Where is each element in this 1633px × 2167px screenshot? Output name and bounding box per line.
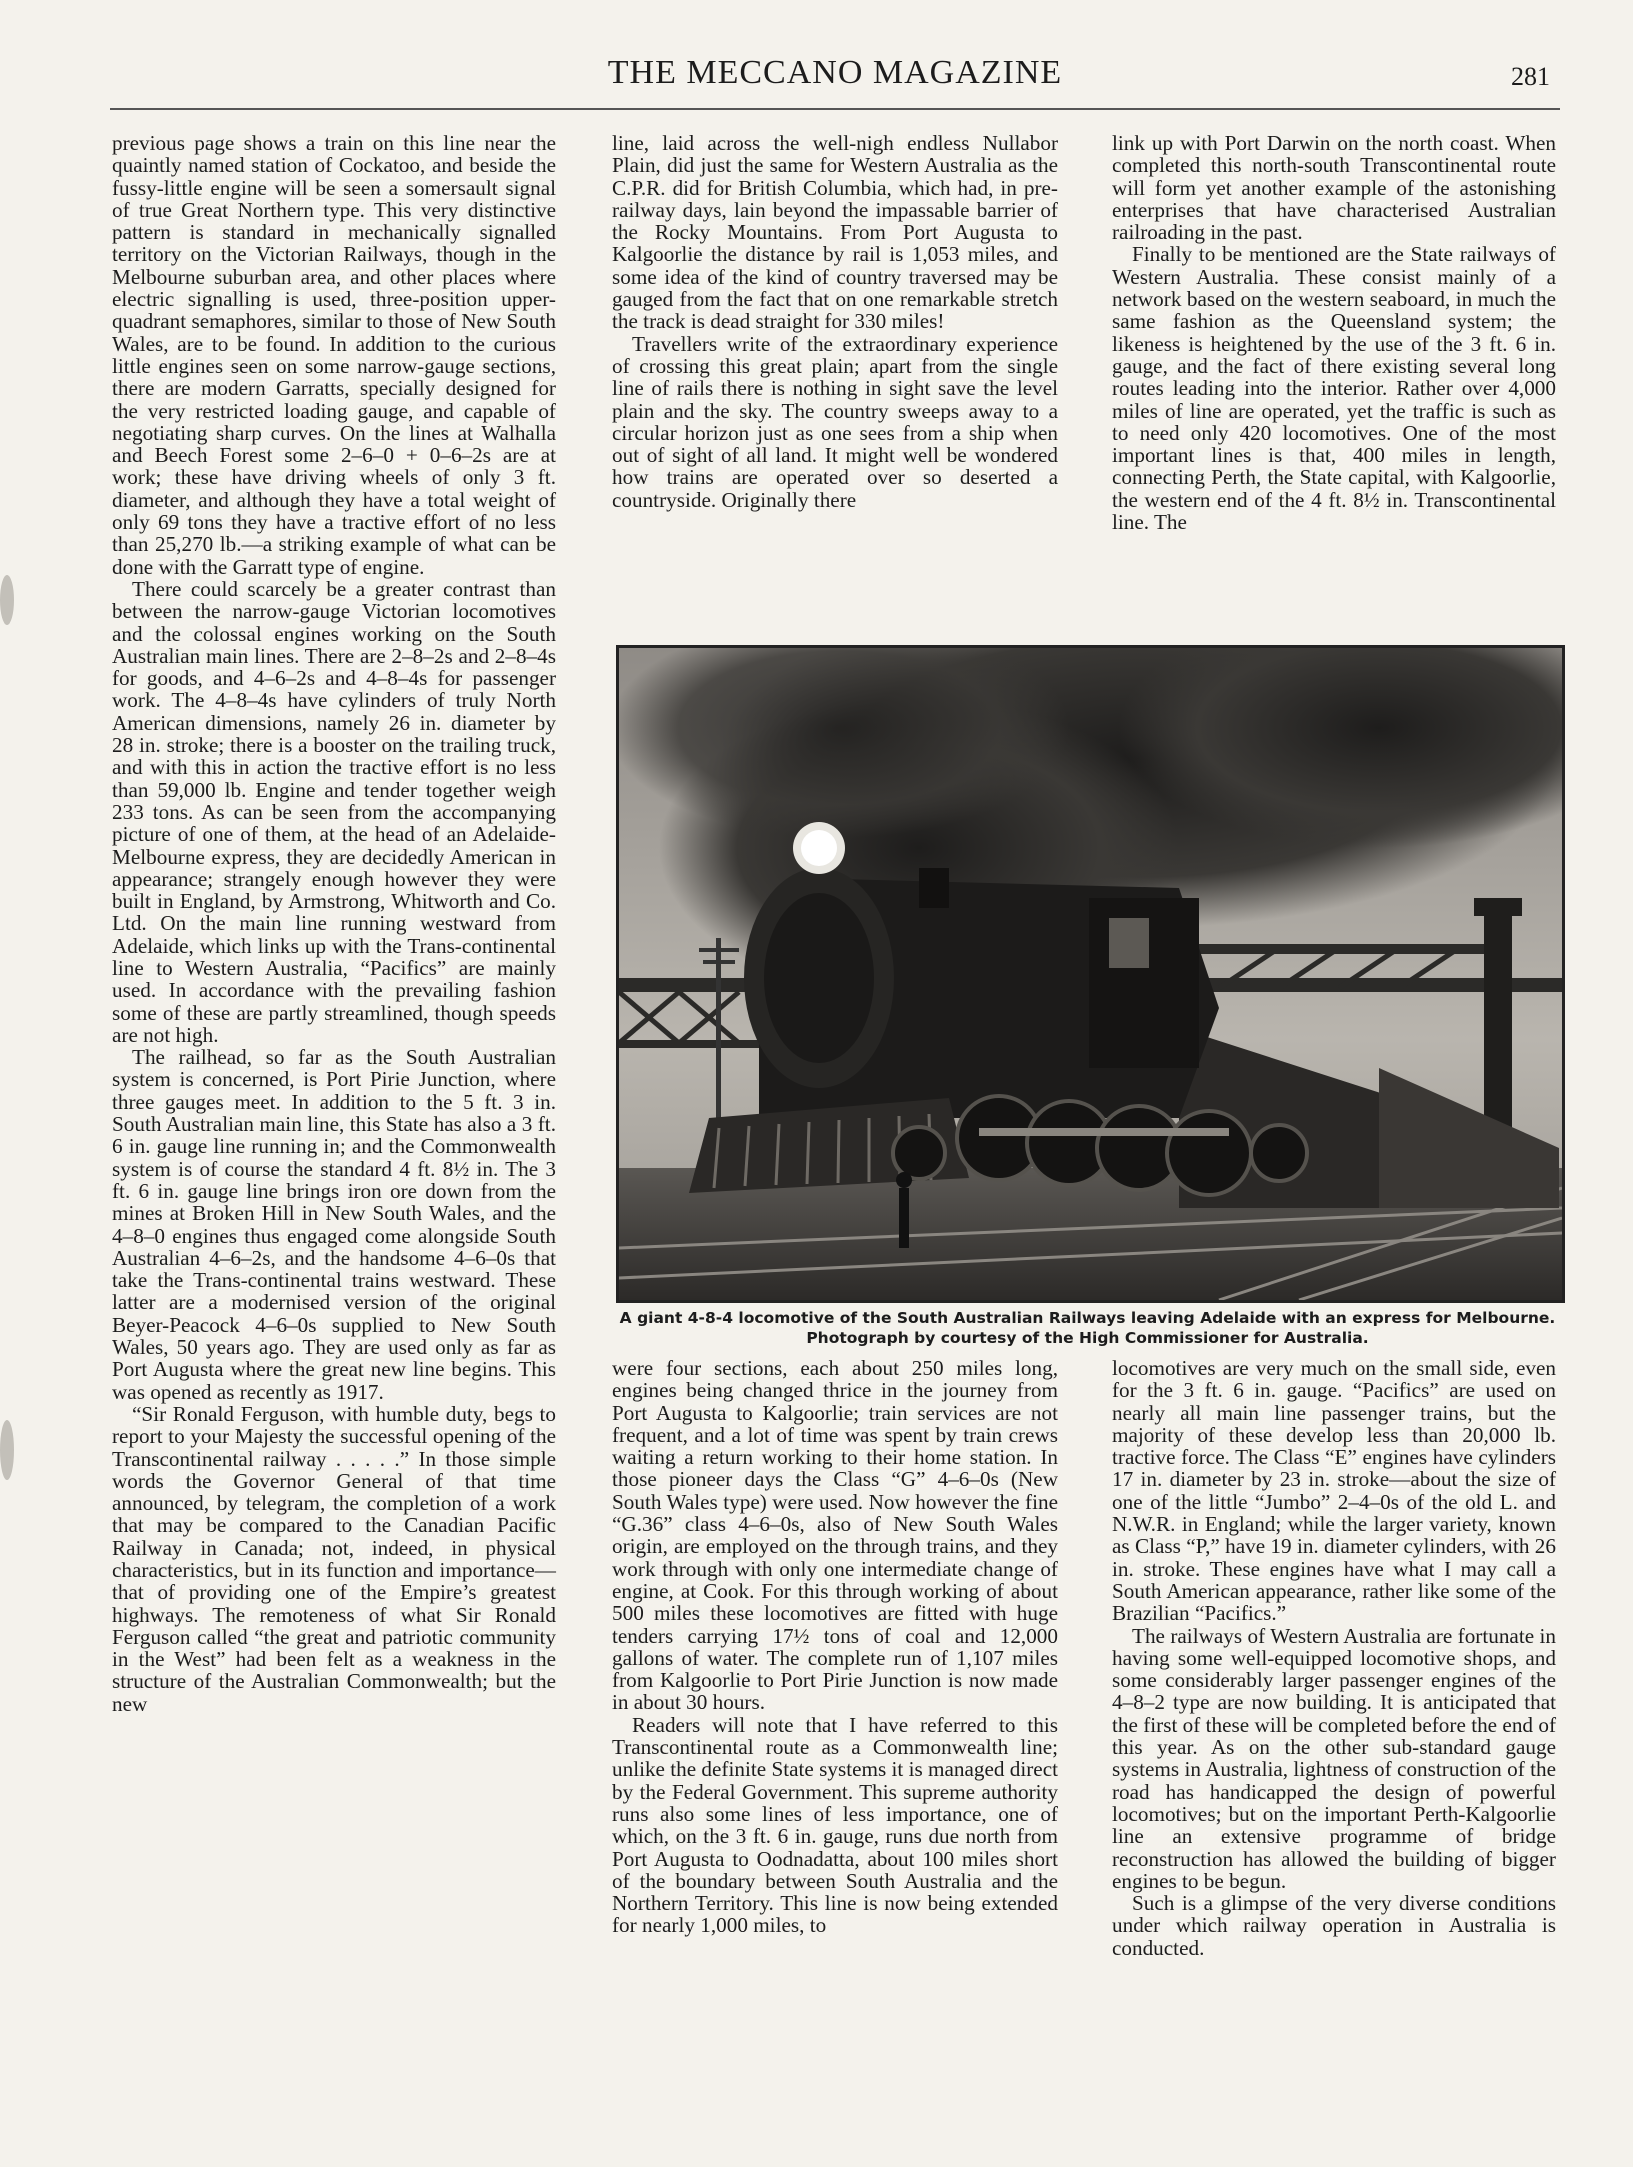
paragraph: The railhead, so far as the South Australian system is concerned, is Port Pirie Junction, where three gauges meet. In addition to the 5 ft. 3 in. South Australian main line, this State has also a 3 ft. 6 in. gauge line running in; and the Commonwealth system is of course the standard 4 ft. 8½ in. The 3 ft. 6 in. gauge line brings iron ore down from the mines at Broken Hill in New South Wales, and the 4–8–0 engines thus engaged come alongside South Australian 4–6–2s, and the handsome 4–6–0s that take the Trans-continental trains westward. These latter are a modernised version of the original Beyer-Peacock 4–6–0s supplied to New South Wales, 50 years ago. They are used only as far as Port Augusta where the great new line begins. This was opened as recently as 1917. [112, 1045, 556, 1404]
masthead [110, 52, 1560, 110]
paragraph: link up with Port Darwin on the north coast. When completed this north-south Transcontinental route will form yet another example of the astonishing enterprises that have characterised Australian railroading in the past. [1112, 131, 1556, 245]
paragraph: previous page shows a train on this line near the quaintly named station of Cockatoo, and beside the fussy-little engine will be seen a somersault signal of true Great Northern type. This very distinctive pattern is standard in mechanically signalled territory on the Victorian Railways, though in the Melbourne suburban area, and other places where electric signalling is used, three-position upper-quadrant semaphores, similar to those of New South Wales, are to be found. In addition to the curious little engines seen on some narrow-gauge sections, there are modern Garratts, specially designed for the very restricted loading gauge, and capable of negotiating sharp curves. On the lines at Walhalla and Beech Forest some 2–6–0 + 0–6–2s are at work; these have driving wheels of only 3 ft. diameter, and although they have a total weight of only 69 tons they have a tractive effort of no less than 25,270 lb.—a striking example of what can be done with the Garratt type of engine. [112, 131, 556, 579]
paragraph: Such is a glimpse of the very diverse conditions under which railway operation in Australia is conducted. [1112, 1891, 1556, 1960]
paragraph: line, laid across the well-nigh endless Nullabor Plain, did just the same for Western Australia as the C.P.R. did for British Columbia, which had, in pre-railway days, lain beyond the impassable barrier of the Rocky Mountains. From Port Augusta to Kalgoorlie the distance by rail is 1,053 miles, and some idea of the kind of country traversed may be gauged from the fact that on one remarkable stretch the track is dead straight for 330 miles! [612, 131, 1058, 334]
paragraph: The railways of Western Australia are fortunate in having some well-equipped locomotive shops, and some considerably larger passenger engines of the 4–8–2 type are now building. It is anticipated that the first of these will be completed before the end of this year. As on the other sub-standard gauge systems in Australia, lightness of construction of the road has handicapped the design of powerful locomotives; but on the important Perth-Kalgoorlie line an extensive programme of bridge reconstruction has allowed the building of bigger engines to be begun. [1112, 1623, 1556, 1893]
paragraph: There could scarcely be a greater contrast than between the narrow-gauge Victorian locomotives and the colossal engines working on the South Australian main lines. There are 2–8–2s and 2–8–4s for goods, and 4–6–2s and 4–8–4s for passenger work. The 4–8–4s have cylinders of truly North American dimensions, namely 26 in. diameter by 28 in. stroke; there is a booster on the trailing truck, and with this in action the tractive effort is no less than 59,000 lb. Engine and tender together weigh 233 tons. As can be seen from the accompanying picture of one of them, at the head of an Adelaide-Melbourne express, they are decidedly American in appearance; strangely enough however they were built in England, by Armstrong, Whitworth and Co. Ltd. On the main line running westward from Adelaide, which links up with the Trans-continental line to Western Australia, “Pacifics” are mainly used. In accordance with the prevailing fashion some of these are partly streamlined, though speeds are not high. [112, 576, 556, 1047]
locomotive-photograph [616, 645, 1565, 1303]
paragraph: were four sections, each about 250 miles long, engines being changed thrice in the journey from Port Augusta to Kalgoorlie; train services are not frequent, and a lot of time was spent by train crews waiting a return working to their home station. In those pioneer days the Class “G” 4–6–0s (New South Wales type) were used. Now however the fine “G.36” class 4–6–0s, also of New South Wales origin, are employed on the through trains, and they work through with only one intermediate change of engine, at Cook. For this through working of about 500 miles these locomotives are fitted with huge tenders carrying 17½ tons of coal and 12,000 gallons of water. The complete run of 1,107 miles from Kalgoorlie to Port Pirie Junction is now made in about 30 hours. [612, 1356, 1058, 1715]
column-right-top [1112, 132, 1556, 607]
figure-caption [600, 1308, 1575, 1348]
paragraph: Travellers write of the extraordinary experience of crossing this great plain; apart from the single line of rails there is nothing in sight save the level plain and the sky. The country sweeps away to a circular horizon just as one sees from a ship when out of sight of all land. It might well be wondered how trains are operated over so deserted a countryside. Originally there [612, 331, 1058, 512]
scan-speck [0, 1420, 14, 1480]
magazine-title: THE MECCANO MAGAZINE [607, 54, 1063, 91]
column-right-bottom [1112, 1357, 1556, 2057]
caption-credit: Photograph by courtesy of the High Commissioner for Australia. [806, 1329, 1369, 1347]
paragraph: locomotives are very much on the small side, even for the 3 ft. 6 in. gauge. “Pacifics” are used on nearly all main line passenger trains, but the majority of these develop less than 20,000 lb. tractive force. The Class “E” engines have cylinders 17 in. diameter by 23 in. stroke—about the size of one of the little “Jumbo” 2–4–0s of the old L. and N.W.R. in England; while the larger variety, known as Class “P,” have 19 in. diameter cylinders, with 26 in. stroke. These engines have what I may call a South American appearance, rather like some of the Brazilian “Pacifics.” [1112, 1356, 1556, 1626]
paragraph: Finally to be mentioned are the State railways of Western Australia. These consist mainly of a network based on the western seaboard, in much the same fashion as the Queensland system; the likeness is heightened by the use of the 3 ft. 6 in. gauge, and the fact of there existing several long routes leading into the interior. Rather over 4,000 miles of line are operated, yet the traffic is such as to need only 420 locomotives. One of the most important lines is that, 400 miles in length, connecting Perth, the State capital, with Kalgoorlie, the western end of the 4 ft. 8½ in. Transcontinental line. The [1112, 242, 1556, 535]
scan-speck [0, 575, 14, 625]
column-middle-top [612, 132, 1058, 607]
paragraph: “Sir Ronald Ferguson, with humble duty, begs to report to your Majesty the successful opening of the Transcontinental railway . . . . .” In those simple words the Governor General of that time announced, by telegram, the completion of a work that may be compared to the Canadian Pacific Railway in Canada; not, indeed, in physical characteristics, but in its function and importance—that of providing one of the Empire’s greatest highways. The remoteness of what Sir Ronald Ferguson called “the great and patriotic community in the West” had been felt as a weakness in the structure of the Australian Commonwealth; but the new [112, 1401, 556, 1716]
paragraph: Readers will note that I have referred to this Transcontinental route as a Commonwealth line; unlike the definite State systems it is managed direct by the Federal Government. This supreme authority runs also some lines of less importance, one of which, on the 3 ft. 6 in. gauge, runs due north from Port Augusta to Oodnadatta, about 100 miles short of the boundary between South Australia and the Northern Territory. This line is now being extended for nearly 1,000 miles, to [612, 1712, 1059, 1938]
page-number: 281 [1511, 62, 1550, 91]
caption-line: A giant 4-8-4 locomotive of the South Australian Railways leaving Adelaide with an express for Melbourne. [619, 1309, 1556, 1327]
column-middle-bottom [612, 1357, 1058, 2057]
column-left [112, 132, 556, 2142]
